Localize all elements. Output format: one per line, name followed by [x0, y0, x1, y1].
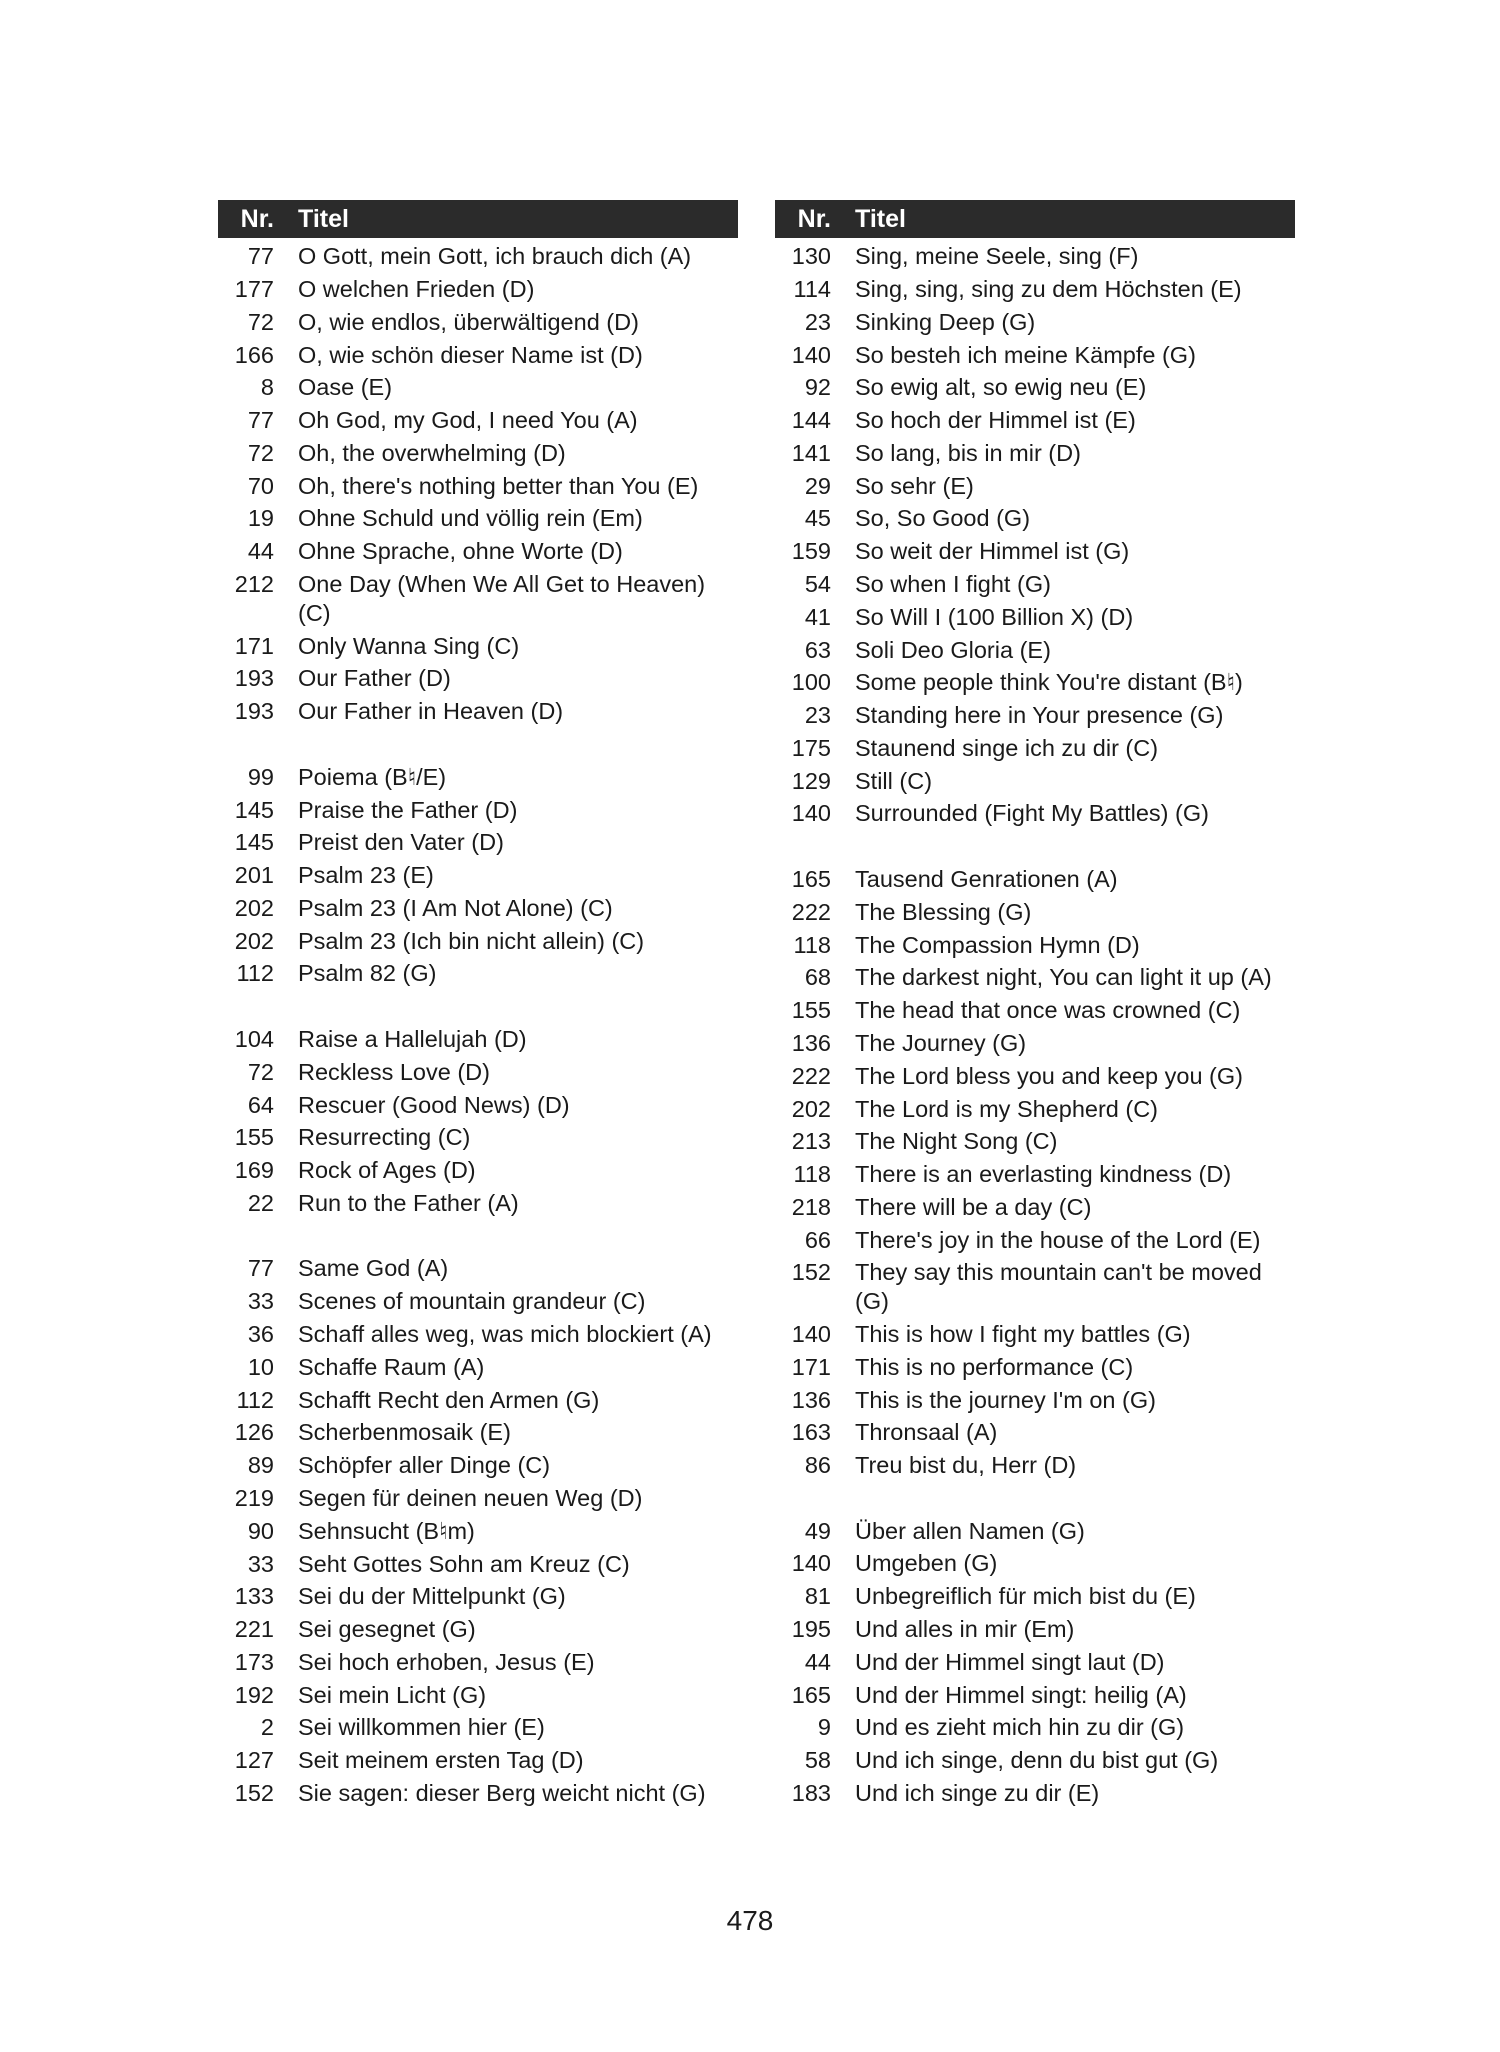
song-title: O welchen Frieden (D)	[298, 275, 535, 302]
song-title: The Lord bless you and keep you (G)	[855, 1062, 1243, 1089]
index-entry	[218, 568, 738, 630]
song-title: Und es zieht mich hin zu dir (G)	[855, 1714, 1185, 1741]
song-title: Still (C)	[855, 767, 933, 794]
index-entry	[775, 568, 1295, 601]
index-entry	[218, 437, 738, 470]
header-title-label: Titel	[855, 204, 906, 233]
song-title: Schaff alles weg, was mich blockiert (A)	[298, 1321, 712, 1348]
index-entry	[218, 502, 738, 535]
index-entry	[218, 371, 738, 404]
song-title: This is the journey I'm on (G)	[855, 1386, 1156, 1413]
song-number: 23	[804, 308, 831, 335]
song-number: 63	[804, 636, 831, 663]
song-number: 140	[791, 341, 831, 368]
song-number: 140	[791, 800, 831, 827]
song-title: Psalm 82 (G)	[298, 960, 437, 987]
index-entry	[775, 1547, 1295, 1580]
index-entry	[775, 928, 1295, 961]
index-entry	[218, 793, 738, 826]
song-number: 89	[247, 1452, 274, 1479]
index-entry	[775, 1613, 1295, 1646]
index-entry	[775, 1777, 1295, 1810]
index-entry	[775, 306, 1295, 339]
index-entry	[218, 957, 738, 990]
song-number: 218	[791, 1193, 831, 1220]
song-number: 58	[804, 1747, 831, 1774]
song-number: 44	[247, 538, 274, 565]
index-entry	[775, 338, 1295, 371]
song-title: The Night Song (C)	[855, 1128, 1058, 1155]
song-number: 219	[234, 1484, 274, 1511]
song-number: 213	[791, 1128, 831, 1155]
song-title: The Compassion Hymn (D)	[855, 931, 1140, 958]
song-title: Sing, meine Seele, sing (F)	[855, 243, 1139, 270]
index-entry	[775, 1449, 1295, 1482]
song-number: 155	[234, 1124, 274, 1151]
index-entry	[218, 1515, 738, 1548]
song-title: Scenes of mountain grandeur (C)	[298, 1288, 646, 1315]
song-title: So Will I (100 Billion X) (D)	[855, 603, 1134, 630]
song-number: 222	[791, 898, 831, 925]
index-entry	[218, 761, 738, 794]
index-entry	[775, 797, 1295, 830]
index-entry	[218, 1547, 738, 1580]
header-title-label: Titel	[298, 204, 349, 233]
index-entry	[218, 1056, 738, 1089]
index-entry	[775, 765, 1295, 798]
section-gap	[775, 830, 1295, 863]
song-title: Preist den Vater (D)	[298, 829, 504, 856]
song-number: 201	[234, 862, 274, 889]
song-number: 19	[247, 505, 274, 532]
song-number: 183	[791, 1779, 831, 1806]
index-entry	[218, 1252, 738, 1285]
song-title: Our Father in Heaven (D)	[298, 698, 564, 725]
index-entry	[218, 1711, 738, 1744]
song-title: Rescuer (Good News) (D)	[298, 1091, 570, 1118]
song-title: Oh, there's nothing better than You (E)	[298, 472, 699, 499]
index-entry	[218, 695, 738, 728]
index-entry	[775, 699, 1295, 732]
song-title: Sei willkommen hier (E)	[298, 1714, 545, 1741]
index-entry	[218, 1187, 738, 1220]
song-number: 171	[234, 632, 274, 659]
index-entry	[218, 469, 738, 502]
song-title: Schöpfer aller Dinge (C)	[298, 1452, 551, 1479]
index-entry	[218, 240, 738, 273]
song-number: 118	[793, 1161, 831, 1188]
song-number: 41	[804, 603, 831, 630]
song-title: Sinking Deep (G)	[855, 308, 1036, 335]
index-entry	[218, 924, 738, 957]
song-title: So weit der Himmel ist (G)	[855, 538, 1130, 565]
index-entry	[775, 601, 1295, 634]
song-number: 2	[260, 1714, 274, 1741]
song-title: Some people think You're distant (B♮)	[855, 669, 1243, 696]
song-number: 9	[817, 1714, 831, 1741]
song-title: O Gott, mein Gott, ich brauch dich (A)	[298, 243, 692, 270]
index-entry	[775, 1383, 1295, 1416]
song-number: 10	[247, 1353, 274, 1380]
song-number: 193	[234, 698, 274, 725]
song-number: 202	[791, 1095, 831, 1122]
song-number: 221	[234, 1616, 274, 1643]
index-entry	[218, 1351, 738, 1384]
index-entry	[775, 994, 1295, 1027]
index-entry	[218, 629, 738, 662]
song-title: Oh, the overwhelming (D)	[298, 439, 566, 466]
index-entry	[218, 306, 738, 339]
song-title: Seht Gottes Sohn am Kreuz (C)	[298, 1550, 630, 1577]
index-entry	[775, 666, 1295, 699]
song-title: Oase (E)	[298, 374, 393, 401]
song-title: So ewig alt, so ewig neu (E)	[855, 374, 1147, 401]
song-number: 86	[804, 1452, 831, 1479]
index-entry	[775, 633, 1295, 666]
song-number: 175	[791, 734, 831, 761]
index-entry	[775, 732, 1295, 765]
song-number: 193	[234, 665, 274, 692]
song-number: 140	[791, 1321, 831, 1347]
song-title: Standing here in Your presence (G)	[855, 702, 1224, 729]
index-entry	[775, 437, 1295, 470]
song-number: 152	[791, 1259, 831, 1286]
index-column-right	[775, 200, 1295, 1810]
song-title: Surrounded (Fight My Battles) (G)	[855, 800, 1209, 827]
header-nr-label: Nr.	[240, 204, 274, 233]
song-number: 72	[247, 308, 274, 335]
song-title: Seit meinem ersten Tag (D)	[298, 1747, 584, 1774]
song-title: So when I fight (G)	[855, 571, 1051, 597]
song-number: 77	[247, 407, 274, 434]
song-number: 195	[791, 1616, 831, 1643]
index-entry	[775, 1125, 1295, 1158]
song-number: 81	[804, 1583, 831, 1610]
index-entry	[218, 1613, 738, 1646]
song-number: 66	[804, 1226, 831, 1253]
song-title: Sei du der Mittelpunkt (G)	[298, 1583, 566, 1610]
index-entry	[775, 1744, 1295, 1777]
song-number: 165	[791, 866, 831, 893]
song-title: Und ich singe zu dir (E)	[855, 1779, 1100, 1806]
song-title: There's joy in the house of the Lord (E)	[855, 1226, 1261, 1253]
song-title: Über allen Namen (G)	[855, 1517, 1085, 1544]
song-title: Thronsaal (A)	[855, 1419, 998, 1446]
song-number: 54	[804, 571, 831, 597]
index-entry	[775, 371, 1295, 404]
index-entry	[218, 1318, 738, 1351]
song-number: 136	[791, 1386, 831, 1413]
song-number: 114	[793, 275, 831, 302]
song-title: Run to the Father (A)	[298, 1189, 519, 1216]
song-number: 163	[791, 1419, 831, 1446]
song-number: 166	[234, 341, 274, 368]
song-number: 202	[234, 894, 274, 921]
song-title: They say this mountain can't be moved (G)	[855, 1259, 1262, 1315]
index-entry	[775, 1711, 1295, 1744]
song-number: 100	[791, 669, 831, 696]
song-title: O, wie schön dieser Name ist (D)	[298, 341, 643, 368]
song-title: Psalm 23 (E)	[298, 862, 434, 889]
song-number: 212	[234, 571, 274, 597]
song-title: Sei mein Licht (G)	[298, 1681, 487, 1708]
song-title: Sehnsucht (B♮m)	[298, 1517, 475, 1544]
song-number: 144	[791, 407, 831, 434]
page-number: 478	[726, 1905, 774, 1936]
index-entry	[218, 535, 738, 568]
song-title: Umgeben (G)	[855, 1550, 998, 1577]
song-title: Only Wanna Sing (C)	[298, 632, 520, 659]
song-title: Resurrecting (C)	[298, 1124, 471, 1151]
song-number: 8	[260, 374, 274, 401]
song-title: Sing, sing, sing zu dem Höchsten (E)	[855, 275, 1242, 302]
song-title: Sie sagen: dieser Berg weicht nicht (G)	[298, 1779, 706, 1806]
song-number: 171	[791, 1353, 831, 1380]
index-entry	[775, 896, 1295, 929]
song-title: Und ich singe, denn du bist gut (G)	[855, 1747, 1219, 1774]
song-number: 64	[247, 1091, 274, 1118]
index-entry	[218, 1744, 738, 1777]
song-title: Treu bist du, Herr (D)	[855, 1452, 1077, 1479]
index-entry	[775, 961, 1295, 994]
song-title: Schafft Recht den Armen (G)	[298, 1386, 600, 1413]
song-number: 192	[234, 1681, 274, 1708]
index-entry	[218, 1482, 738, 1515]
song-number: 49	[804, 1517, 831, 1544]
index-entry	[218, 1121, 738, 1154]
song-number: 92	[804, 374, 831, 401]
song-number: 140	[791, 1550, 831, 1577]
song-number: 36	[247, 1321, 274, 1348]
song-number: 152	[234, 1779, 274, 1806]
song-title: Same God (A)	[298, 1255, 449, 1282]
song-number: 70	[247, 472, 274, 499]
header-nr-label: Nr.	[797, 204, 831, 233]
song-number: 159	[791, 538, 831, 565]
song-number: 118	[793, 931, 831, 958]
song-number: 127	[234, 1747, 274, 1774]
index-entry	[775, 1580, 1295, 1613]
song-title: Und alles in mir (Em)	[855, 1616, 1075, 1643]
index-entry	[775, 1158, 1295, 1191]
index-entry	[218, 1678, 738, 1711]
index-entry	[775, 240, 1295, 273]
song-title: O, wie endlos, überwältigend (D)	[298, 308, 639, 335]
index-entry	[775, 469, 1295, 502]
index-entry	[775, 502, 1295, 535]
index-entry	[218, 826, 738, 859]
song-title: The head that once was crowned (C)	[855, 997, 1241, 1024]
index-entry	[218, 1154, 738, 1187]
song-title: So besteh ich meine Kämpfe (G)	[855, 341, 1196, 368]
column-header	[775, 200, 1295, 238]
song-title: Psalm 23 (I Am Not Alone) (C)	[298, 894, 613, 921]
song-title: Segen für deinen neuen Weg (D)	[298, 1484, 643, 1511]
song-title: Praise the Father (D)	[298, 796, 518, 823]
index-entry	[775, 273, 1295, 306]
song-number: 29	[804, 472, 831, 499]
index-entry	[775, 1318, 1295, 1351]
song-title: Ohne Sprache, ohne Worte (D)	[298, 538, 623, 565]
index-entry	[218, 1023, 738, 1056]
song-title: The Journey (G)	[855, 1029, 1027, 1056]
entry-list-left	[218, 240, 738, 1810]
song-number: 136	[791, 1029, 831, 1056]
song-number: 72	[247, 1058, 274, 1085]
song-number: 90	[247, 1517, 274, 1544]
index-entry	[218, 892, 738, 925]
song-title: Und der Himmel singt: heilig (A)	[855, 1681, 1187, 1708]
song-number: 126	[234, 1419, 274, 1446]
index-entry	[218, 859, 738, 892]
index-entry	[775, 1223, 1295, 1256]
song-title: The Blessing (G)	[855, 898, 1032, 925]
song-number: 222	[791, 1062, 831, 1089]
index-entry	[218, 273, 738, 306]
index-entry	[218, 1646, 738, 1679]
song-number: 77	[247, 1255, 274, 1282]
index-entry	[775, 1678, 1295, 1711]
index-entry	[775, 1256, 1295, 1318]
song-title: Oh God, my God, I need You (A)	[298, 407, 638, 434]
index-entry	[775, 1092, 1295, 1125]
song-number: 112	[236, 1386, 274, 1413]
song-title: Raise a Hallelujah (D)	[298, 1025, 527, 1052]
song-number: 177	[234, 275, 274, 302]
song-number: 141	[791, 439, 831, 466]
section-gap	[218, 990, 738, 1023]
section-gap	[218, 728, 738, 761]
song-title: One Day (When We All Get to Heaven) (C)	[298, 571, 706, 626]
index-entry	[775, 1027, 1295, 1060]
song-title: Soli Deo Gloria (E)	[855, 636, 1051, 663]
song-title: There is an everlasting kindness (D)	[855, 1161, 1232, 1188]
song-number: 173	[234, 1648, 274, 1675]
index-column-left	[218, 200, 738, 1810]
song-number: 129	[791, 767, 831, 794]
song-number: 169	[234, 1157, 274, 1184]
song-number: 45	[804, 505, 831, 532]
entry-list-right	[775, 240, 1295, 1810]
song-number: 130	[791, 243, 831, 270]
song-title: So, So Good (G)	[855, 505, 1031, 532]
song-title: The darkest night, You can light it up (A)	[855, 964, 1272, 991]
song-title: Our Father (D)	[298, 665, 451, 692]
song-title: So hoch der Himmel ist (E)	[855, 407, 1136, 434]
index-entry	[218, 1088, 738, 1121]
index-entry	[218, 1416, 738, 1449]
song-title: Schaffe Raum (A)	[298, 1353, 485, 1380]
song-title: There will be a day (C)	[855, 1193, 1092, 1220]
section-gap	[218, 1219, 738, 1252]
song-number: 112	[236, 960, 274, 987]
song-number: 202	[234, 927, 274, 954]
column-header	[218, 200, 738, 238]
song-title: Rock of Ages (D)	[298, 1157, 476, 1184]
index-entry	[775, 1060, 1295, 1093]
index-entry	[775, 1646, 1295, 1679]
song-number: 22	[247, 1189, 274, 1216]
song-title: This is no performance (C)	[855, 1353, 1134, 1380]
index-entry	[775, 404, 1295, 437]
song-title: Poiema (B♮/E)	[298, 763, 447, 790]
index-entry	[218, 1383, 738, 1416]
section-gap	[775, 1482, 1295, 1515]
index-entry	[218, 404, 738, 437]
song-number: 44	[804, 1648, 831, 1675]
song-number: 104	[234, 1025, 274, 1052]
index-entry	[775, 1515, 1295, 1548]
song-number: 68	[804, 964, 831, 991]
song-title: So lang, bis in mir (D)	[855, 439, 1081, 466]
song-title: Tausend Genrationen (A)	[855, 866, 1118, 893]
song-title: Unbegreiflich für mich bist du (E)	[855, 1583, 1196, 1610]
song-title: Staunend singe ich zu dir (C)	[855, 734, 1159, 761]
song-number: 33	[247, 1288, 274, 1315]
song-number: 72	[247, 439, 274, 466]
song-title: The Lord is my Shepherd (C)	[855, 1095, 1159, 1122]
song-number: 155	[791, 997, 831, 1024]
song-title: Reckless Love (D)	[298, 1058, 490, 1085]
song-title: Ohne Schuld und völlig rein (Em)	[298, 505, 643, 532]
song-number: 145	[234, 796, 274, 823]
song-title: Psalm 23 (Ich bin nicht allein) (C)	[298, 927, 645, 954]
index-entry	[218, 1580, 738, 1613]
index-entry	[218, 1449, 738, 1482]
song-title: This is how I fight my battles (G)	[855, 1321, 1191, 1347]
index-entry	[218, 1285, 738, 1318]
song-title: Sei gesegnet (G)	[298, 1616, 476, 1643]
song-number: 77	[247, 243, 274, 270]
song-title: Scherbenmosaik (E)	[298, 1419, 511, 1446]
index-entry	[775, 1191, 1295, 1224]
index-entry	[218, 662, 738, 695]
index-entry	[775, 1416, 1295, 1449]
song-number: 99	[247, 763, 274, 790]
index-entry	[218, 1777, 738, 1810]
index-entry	[775, 535, 1295, 568]
song-number: 133	[234, 1583, 274, 1610]
song-number: 145	[234, 829, 274, 856]
song-number: 23	[804, 702, 831, 729]
song-title: Sei hoch erhoben, Jesus (E)	[298, 1648, 595, 1675]
song-title: So sehr (E)	[855, 472, 974, 499]
song-title: Und der Himmel singt laut (D)	[855, 1648, 1165, 1675]
song-number: 33	[247, 1550, 274, 1577]
index-entry	[775, 1351, 1295, 1384]
index-entry	[218, 338, 738, 371]
song-number: 165	[791, 1681, 831, 1708]
index-entry	[775, 863, 1295, 896]
